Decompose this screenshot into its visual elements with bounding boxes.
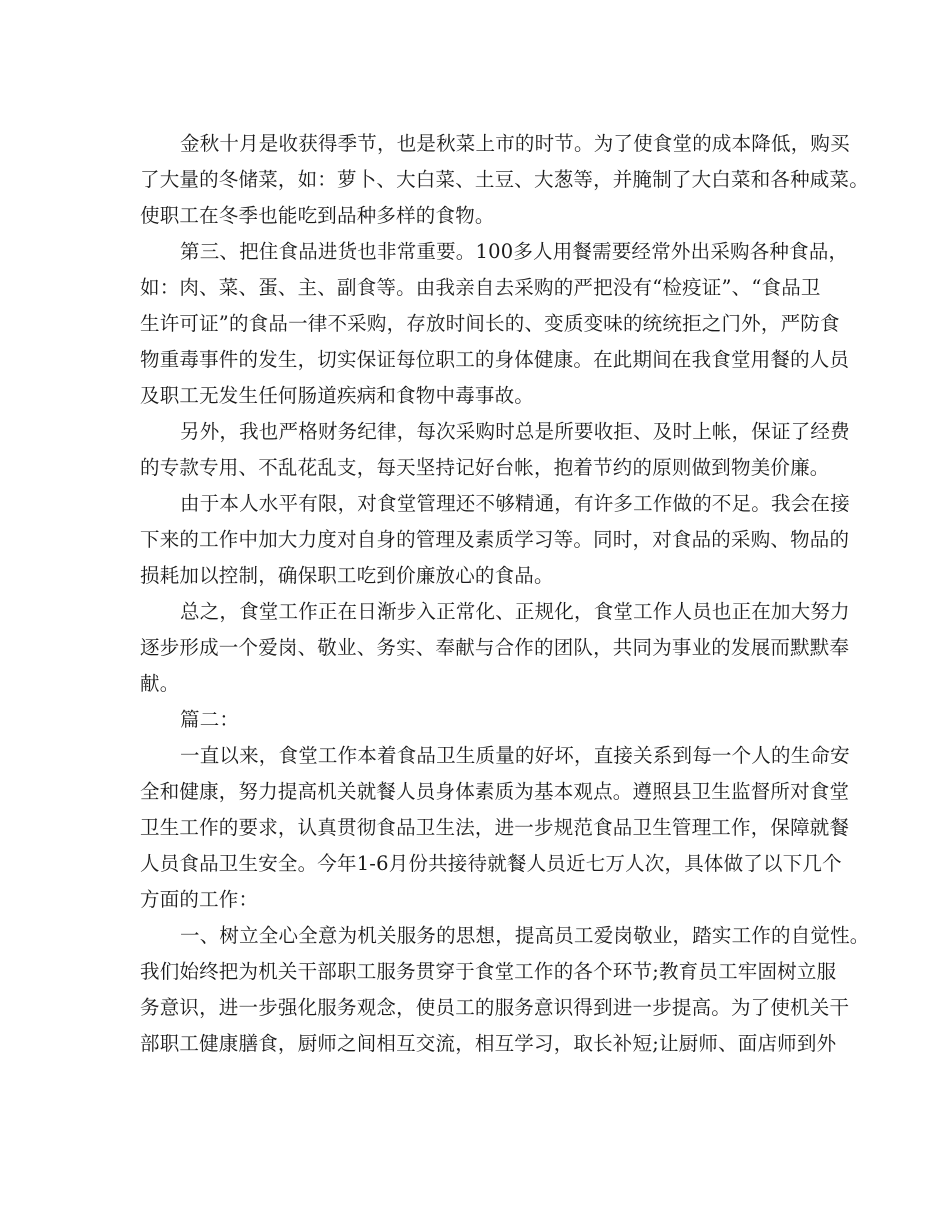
text-line: 我们始终把为机关干部职工服务贯穿于食堂工作的各个环节;教育员工牢固树立服 (140, 960, 837, 983)
text-line: 卫生工作的要求，认真贯彻食品卫生法，进一步规范食品卫生管理工作，保障就餐 (140, 816, 850, 839)
text-line: 金秋十月是收获得季节，也是秋菜上市的时节。为了使食堂的成本降低，购买 (180, 132, 850, 155)
text-line: 及职工无发生任何肠道疾病和食物中毒事故。 (140, 384, 535, 407)
text-line: 物重毒事件的发生，切实保证每位职工的身体健康。在此期间在我食堂用餐的人员 (140, 348, 850, 371)
text-line: 损耗加以控制，确保职工吃到价廉放心的食品。 (140, 564, 554, 587)
text-line: 一、树立全心全意为机关服务的思想，提高员工爱岗敬业，踏实工作的自觉性。 (180, 924, 870, 947)
text-line: 全和健康，努力提高机关就餐人员身体素质为基本观点。遵照县卫生监督所对食堂 (140, 780, 850, 803)
text-line: 如：肉、菜、蛋、主、副食等。由我亲自去采购的严把没有“检疫证”、“食品卫 (140, 276, 821, 299)
text-line: 献。 (140, 672, 180, 695)
text-line: 的专款专用、不乱花乱支，每天坚持记好台帐，抱着节约的原则做到物美价廉。 (140, 456, 830, 479)
text-line: 另外，我也严格财务纪律，每次采购时总是所要收拒、及时上帐，保证了经费 (180, 420, 850, 443)
text-line: 了大量的冬储菜，如：萝卜、大白菜、土豆、大葱等，并腌制了大白菜和各种咸菜。 (140, 168, 869, 191)
text-line: 逐步形成一个爱岗、敬业、务实、奉献与合作的团队，共同为事业的发展而默默奉 (140, 636, 850, 659)
text-line: 方面的工作： (140, 888, 259, 911)
text-line: 第三、把住食品进货也非常重要。100多人用餐需要经常外出采购各种食品， (180, 240, 849, 263)
text-line: 总之，食堂工作正在日渐步入正常化、正规化，食堂工作人员也正在加大努力 (180, 600, 850, 623)
text-line: 人员食品卫生安全。今年1-6月份共接待就餐人员近七万人次，具体做了以下几个 (140, 852, 842, 875)
text-line: 一直以来，食堂工作本着食品卫生质量的好坏，直接关系到每一个人的生命安 (180, 744, 850, 767)
text-line: 使职工在冬季也能吃到品种多样的食物。 (140, 204, 495, 227)
text-line: 务意识，进一步强化服务观念，使员工的服务意识得到进一步提高。为了使机关干 (140, 996, 850, 1019)
text-line: 由于本人水平有限，对食堂管理还不够精通，有许多工作做的不足。我会在接 (180, 492, 850, 515)
text-line: 生许可证”的食品一律不采购，存放时间长的、变质变味的统统拒之门外，严防食 (140, 312, 840, 335)
section-heading: 篇二： (180, 708, 240, 731)
text-line: 部职工健康膳食，厨师之间相互交流，相互学习，取长补短;让厨师、面店师到外 (140, 1032, 837, 1055)
text-line: 下来的工作中加大力度对自身的管理及素质学习等。同时，对食品的采购、物品的 (140, 528, 850, 551)
